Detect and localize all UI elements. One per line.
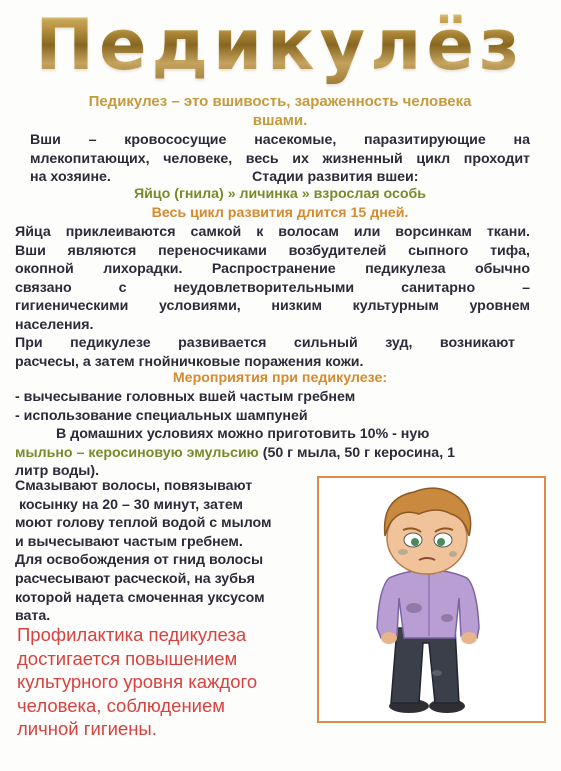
sad-boy-illustration-icon bbox=[319, 478, 544, 721]
lice-description: Вши – кровососущие насекомые, паразитирующие на млекопитающих, человеке, весь их жизненный цикл проходит на хозяине. Стадии развития вшеи: bbox=[30, 132, 530, 186]
page-title: Педикулёз bbox=[30, 0, 530, 90]
prevention-note: Профилактика педикулеза достигается повышением культурного уровня каждого человека, соблюдением личной гигиены. bbox=[17, 624, 258, 739]
treatment-instructions: Смазывают волосы, повязывают косынку на 20 – 30 минут, затем моют голову теплой водой с мылом и вычесывают частым гребнем. Для освобождения от гнид волосы расчесывают расческой, на зубья которой надета смоченная уксусом вата. bbox=[15, 478, 272, 625]
eggs-and-transmission: Яйца приклеиваются самкой к волосам или ворсинкам ткани. Вши являются переносчиками возбудителей сыпного тифа, окопной лихорадки. Распространение педикулеза обычно связано с неудовлетворительными санитарно – гигиеническими условиями, низким культурным уровнем населения. bbox=[15, 224, 530, 333]
intro-definition: Педикулез – это вшивость, зараженность человека вшами. bbox=[88, 93, 472, 129]
list-item: - вычесывание головных вшей частым гребнем bbox=[15, 389, 356, 405]
home-remedy: В домашних условиях можно приготовить 10% - ную мыльно – керосиновую эмульсию (50 г мыла, 50 г керосина, 1 литр воды). bbox=[15, 426, 455, 480]
emulsion-name: мыльно – керосиновую эмульсию bbox=[15, 444, 259, 461]
measures-heading: Мероприятия при педикулезе: bbox=[172, 370, 388, 386]
illustration-frame bbox=[317, 476, 546, 723]
measures-list bbox=[15, 388, 515, 425]
list-item: - использование специальных шампуней bbox=[15, 407, 308, 424]
stages-line: Яйцо (гнила) » личинка » взрослая особь bbox=[133, 186, 427, 202]
symptoms: При педикулезе развивается сильный зуд, возникают расчесы, а затем гнойничковые поражения кожи. bbox=[15, 335, 515, 370]
stages-heading: Стадии развития вшеи: bbox=[252, 169, 419, 186]
cycle-duration: Весь цикл развития длится 15 дней. bbox=[151, 205, 409, 221]
